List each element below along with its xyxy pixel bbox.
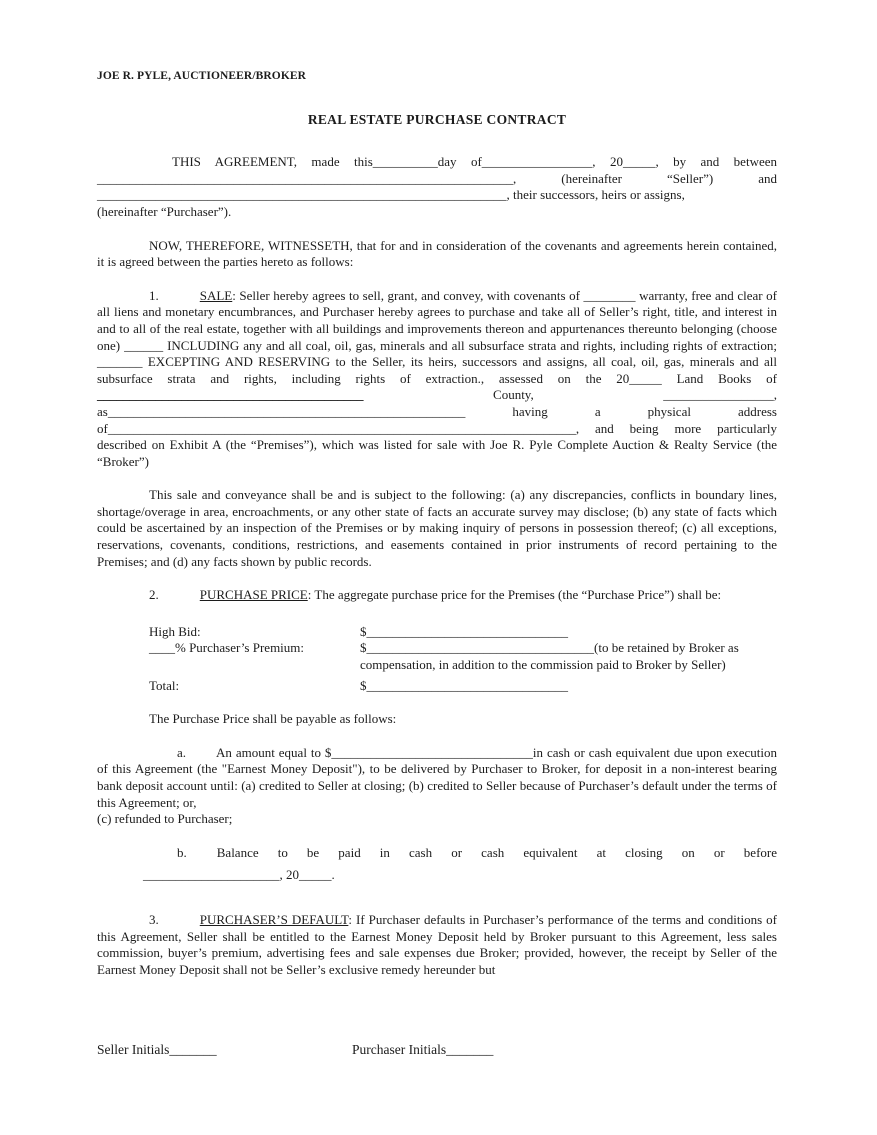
contract-body-bottom [97,711,777,978]
item-a-marker: a. [177,744,187,760]
item-b-date-line [97,867,777,884]
text-run: This sale and conveyance shall be and is subject to the following: (a) any discrepancies, conflicts in boundary lines, shortage/overage in area, encroachments, or any other state of facts an accurate survey may disclose; (b) any state of facts which could be ascertained by an inspection of the Premises or by making inquiry of persons in possession thereof; (c) all exceptions, reservations, covenants, conditions, restrictions, and easements contained in prior instruments of record pertaining to the Premises; and (d) any facts shown by public records. [97,487,777,569]
item-b-marker: b. [177,844,187,860]
high-bid-label: High Bid: [149,623,201,639]
payable-line [97,711,777,728]
section-2-purchase-price [97,587,777,604]
text-run: (hereinafter “Purchaser”). [97,203,232,219]
text-run: NOW, THEREFORE, WITNESSETH, that for and in consideration of the covenants and agreements herein contained, it is agreed between the parties hereto as follows: [97,237,777,270]
text-run: The Purchase Price shall be payable as follows: [149,711,397,727]
purchasers-premium-label: ____% Purchaser’s Premium: [149,640,305,656]
section-1-heading: SALE [199,287,233,303]
text-run: : The aggregate purchase price for the Premises (the “Purchase Price”) shall be: [307,587,722,603]
initials-footer [97,1042,777,1058]
purchase-price-table [149,624,777,694]
section-2-number: 2. [149,587,159,603]
text-run: County, _________________, as_______________________________________________________ having a physical address of________________________________________________________________________, and being more particularly described on Exhibit A (the “Premises”), which was listed for sale with Joe R. Pyle Complete Auction & Realty Service (the “Broker”) [97,387,777,469]
witnesseth-paragraph [97,238,777,271]
item-b-balance [97,845,777,862]
text-run: An amount equal to $_______________________________in cash or cash equivalent due upon execution of this Agreement (the "Earnest Money Deposit"), to be delivered by Purchaser to Broker, for deposit in a non-interest bearing bank deposit account until: (a) credited to Seller at closing; (b) credited to Seller because of Purchaser’s default under the terms of this Agreement; or, [97,744,777,810]
item-a-earnest-money [97,745,777,828]
broker-header: JOE R. PYLE, AUCTIONEER/BROKER [97,70,307,82]
seller-initials-line: Seller Initials_______ [97,1042,217,1057]
text-run: Balance to be paid in cash or cash equivalent at closing on or before [216,844,777,860]
text-run: : If Purchaser defaults in Purchaser’s performance of the terms and conditions of this Agreement, Seller shall be entitled to the Earnest Money Deposit held by Broker pursuant to this Agreement, less sales commission, buyer’s premium, advertising fees and sale expenses due Broker; provided, however, the receipt by Seller of the Earnest Money Deposit shall not be Seller’s exclusive remedy hereunder but [97,911,777,977]
high-bid-blank: $_______________________________ [360,623,568,639]
purchaser-initials-line: Purchaser Initials_______ [352,1042,494,1057]
section-1-sale [97,288,777,471]
text-run: : Seller hereby agrees to sell, grant, and convey, with covenants of ________ warranty, free and clear of all liens and monetary encumbrances, and Purchaser hereby agrees to purchase and take all of Seller’s right, title, and interest in and to all of the real estate, together with all buildings and improvements thereon and appurtenances thereunto belonging (choose one) ______ INCLUDING any and all coal, oil, gas, minerals and all subsurface strata and rights, including rights of extraction; _______ EXCEPTING AND RESERVING to the Seller, its heirs, successors and assigns, all coal, oil, gas, minerals and all subsurface strata and rights, including rights of extraction., assessed on the 20_____ Land Books of [97,287,777,386]
section-2-heading: PURCHASE PRICE [199,587,308,603]
text-run: THIS AGREEMENT, made this__________day of_________________, 20_____, by and between ________________________________________________________________, (hereinafter “Seller”) and _______________________________________________________________, their successors, heirs or assigns, [97,154,777,203]
document-title: REAL ESTATE PURCHASE CONTRACT [307,111,567,127]
opening-paragraph [97,154,777,220]
conveyance-paragraph [97,487,777,570]
price-row-total [149,678,777,695]
price-row-purchasers-premium [149,640,777,673]
text-run: (c) refunded to Purchaser; [97,811,233,827]
total-label: Total: [149,677,180,693]
section-3-heading: PURCHASER’S DEFAULT [199,911,349,927]
section-1-number: 1. [149,287,159,303]
page-content [97,68,777,978]
land-books-blank: _________________________________________ [97,387,364,403]
price-row-high-bid [149,624,777,641]
text-run: _____________________, 20_____. [143,867,335,883]
total-blank: $_______________________________ [360,677,568,693]
section-3-number: 3. [149,911,159,927]
contract-body-top [97,154,777,604]
purchasers-premium-blank: $___________________________________(to be retained by Broker as compensation, in addition to the commission paid to Broker by Seller) [360,640,739,673]
section-3-purchasers-default [97,912,777,978]
